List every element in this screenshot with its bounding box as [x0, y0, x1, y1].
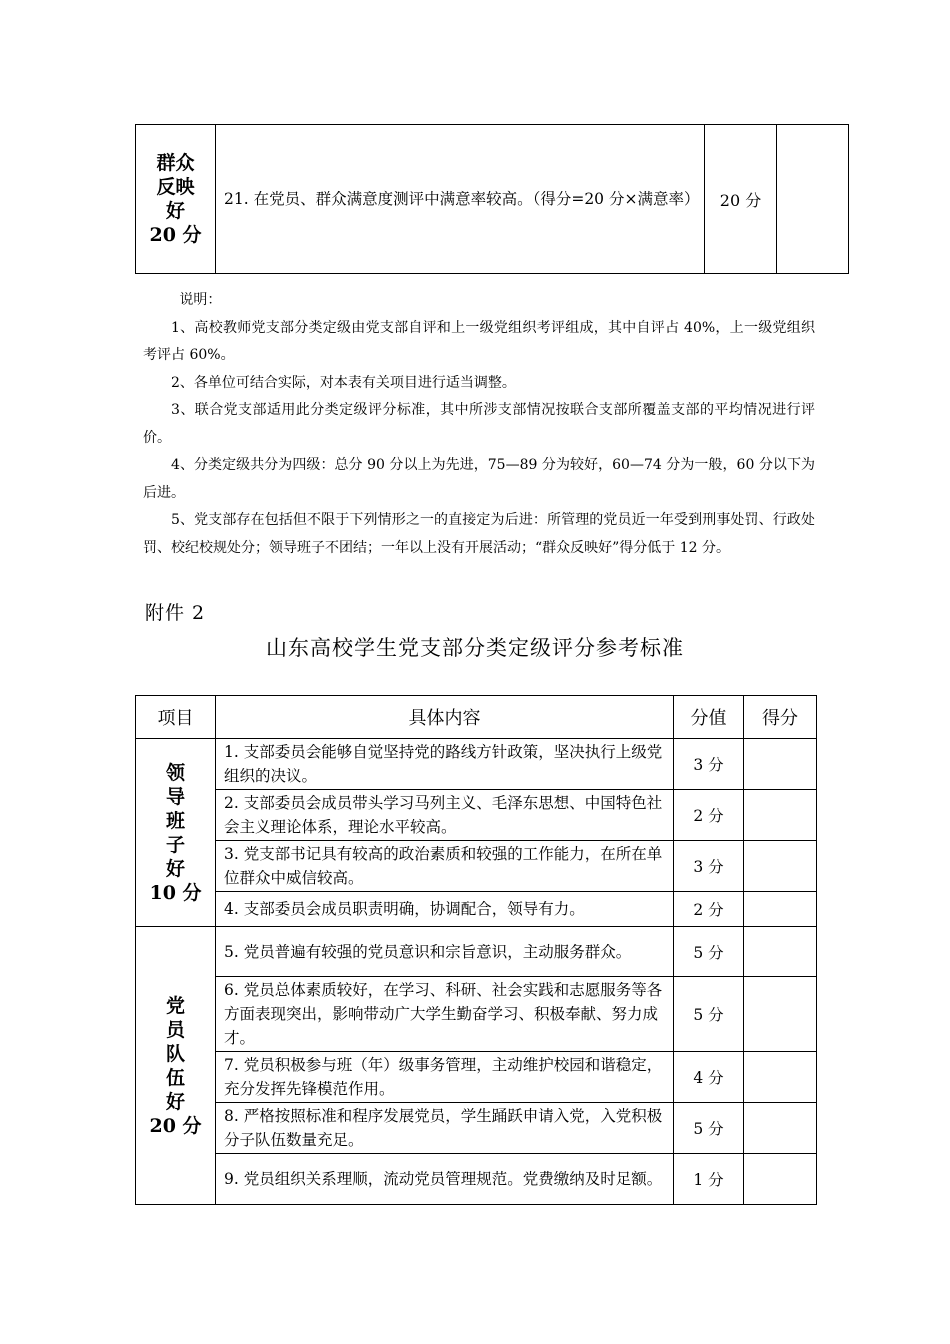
- category-line: 党: [165, 994, 185, 1017]
- item-points: 4 分: [674, 1052, 744, 1103]
- category-line: 子: [165, 833, 185, 856]
- header-content: 具体内容: [216, 696, 674, 739]
- attachment-label: 附件 2: [145, 602, 206, 624]
- item-content: 9. 党员组织关系理顺，流动党员管理规范。党费缴纳及时足额。: [216, 1154, 674, 1205]
- score-cell: [744, 1103, 817, 1154]
- category-line: 伍: [165, 1066, 185, 1089]
- score-cell: [744, 1154, 817, 1205]
- scoring-table: [135, 695, 817, 1205]
- item-points: 3 分: [674, 841, 744, 892]
- header-points: 分值: [674, 696, 744, 739]
- category-line: 10 分: [149, 881, 202, 904]
- note-item: 2、各单位可结合实际，对本表有关项目进行适当调整。: [171, 374, 516, 391]
- continuation-table: [135, 124, 849, 274]
- item-content: 1. 支部委员会能够自觉坚持党的路线方针政策，坚决执行上级党组织的决议。: [216, 739, 674, 790]
- item-points: 5 分: [674, 927, 744, 977]
- table-row: [136, 977, 817, 1052]
- item-content: 5. 党员普遍有较强的党员意识和宗旨意识，主动服务群众。: [216, 927, 674, 977]
- category-cell: [136, 125, 216, 274]
- category-line: 班: [165, 809, 185, 832]
- notes-section: [143, 287, 815, 562]
- table-row: [136, 790, 817, 841]
- table-row: [136, 1052, 817, 1103]
- table-row: [136, 125, 849, 274]
- item-content: 8. 严格按照标准和程序发展党员，学生踊跃申请入党，入党积极分子队伍数量充足。: [216, 1103, 674, 1154]
- item-content: 6. 党员总体素质较好，在学习、科研、社会实践和志愿服务等各方面表现突出，影响带动广大学生勤奋学习、积极奉献、努力成才。: [216, 977, 674, 1052]
- item-content: 2. 支部委员会成员带头学习马列主义、毛泽东思想、中国特色社会主义理论体系，理论水平较高。: [216, 790, 674, 841]
- category-line: 20 分: [149, 224, 202, 246]
- item-content: 21. 在党员、群众满意度测评中满意率较高。（得分=20 分×满意率）: [216, 125, 705, 274]
- item-content: 7. 党员积极参与班（年）级事务管理，主动维护校园和谐稳定，充分发挥先锋模范作用。: [216, 1052, 674, 1103]
- table-row: [136, 892, 817, 927]
- category-line: 好: [165, 200, 185, 222]
- score-cell: [744, 927, 817, 977]
- header-item: 项目: [136, 696, 216, 739]
- category-line: 导: [165, 785, 185, 808]
- category-line: 员: [165, 1018, 185, 1041]
- note-item: 5、党支部存在包括但不限于下列情形之一的直接定为后进：所管理的党员近一年受到刑事处罚、行政处罚、校纪校规处分；领导班子不团结；一年以上没有开展活动；“群众反映好”得分低于 12 分。: [143, 512, 815, 556]
- item-points: 2 分: [674, 892, 744, 927]
- score-cell: [777, 125, 849, 274]
- note-item: 4、分类定级共分为四级：总分 90 分以上为先进，75—89 分为较好，60—74 分为一般，60 分以下为后进。: [143, 457, 815, 501]
- table-row: [136, 1103, 817, 1154]
- item-content: 4. 支部委员会成员职责明确，协调配合，领导有力。: [216, 892, 674, 927]
- page-title: 山东高校学生党支部分类定级评分参考标准: [266, 636, 684, 660]
- score-cell: [744, 977, 817, 1052]
- category-line: 领: [165, 761, 185, 784]
- item-content: 3. 党支部书记具有较高的政治素质和较强的工作能力，在所在单位群众中威信较高。: [216, 841, 674, 892]
- score-cell: [744, 1052, 817, 1103]
- score-cell: [744, 790, 817, 841]
- table-row: [136, 1154, 817, 1205]
- table-row: [136, 841, 817, 892]
- table-row: [136, 927, 817, 977]
- category-line: 好: [165, 857, 185, 880]
- category-cell: [136, 739, 216, 927]
- header-score: 得分: [744, 696, 817, 739]
- item-points: 5 分: [674, 1103, 744, 1154]
- score-cell: [744, 892, 817, 927]
- table-row: [136, 739, 817, 790]
- item-points: 20 分: [705, 125, 777, 274]
- score-cell: [744, 841, 817, 892]
- notes-heading: 说明：: [179, 292, 222, 308]
- category-cell: [136, 927, 216, 1205]
- category-line: 队: [165, 1042, 185, 1065]
- table-header-row: [136, 696, 817, 739]
- item-points: 5 分: [674, 977, 744, 1052]
- category-line: 反映: [156, 176, 195, 198]
- category-line: 群众: [156, 152, 195, 174]
- score-cell: [744, 739, 817, 790]
- item-points: 2 分: [674, 790, 744, 841]
- category-line: 好: [165, 1090, 185, 1113]
- category-line: 20 分: [149, 1114, 202, 1137]
- item-points: 1 分: [674, 1154, 744, 1205]
- note-item: 3、联合党支部适用此分类定级评分标准，其中所涉支部情况按联合支部所覆盖支部的平均情况进行评价。: [143, 402, 815, 446]
- item-points: 3 分: [674, 739, 744, 790]
- note-item: 1、高校教师党支部分类定级由党支部自评和上一级党组织考评组成，其中自评占 40%，上一级党组织考评占 60%。: [143, 319, 815, 363]
